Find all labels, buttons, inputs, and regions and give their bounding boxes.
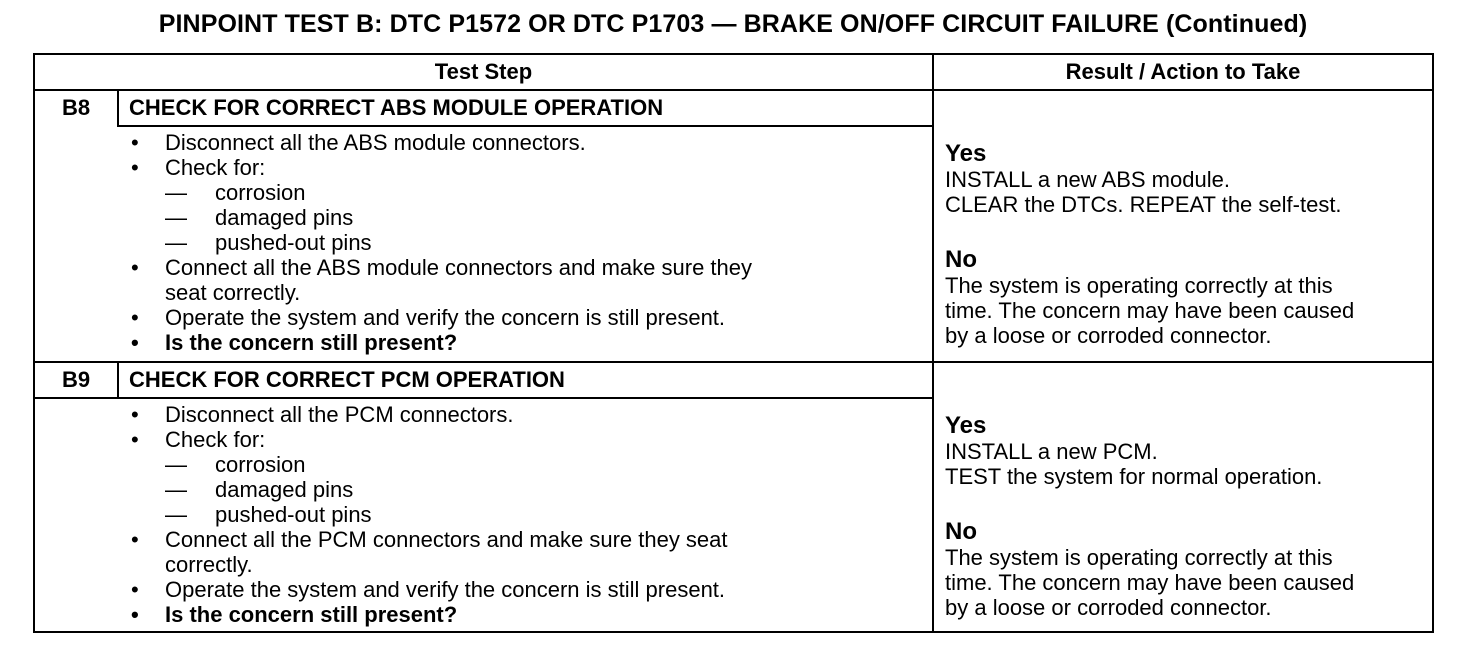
step-item: • Check for: bbox=[127, 427, 927, 452]
step-subitem-text: corrosion bbox=[215, 452, 306, 477]
step-question: • Is the concern still present? bbox=[127, 330, 927, 355]
result-b8 bbox=[945, 141, 1433, 348]
b9-title-divider bbox=[35, 397, 932, 399]
yes-action-line: INSTALL a new PCM. bbox=[945, 439, 1158, 464]
step-title-b8: CHECK FOR CORRECT ABS MODULE OPERATION bbox=[129, 95, 664, 120]
step-id-b8: B8 bbox=[61, 95, 91, 120]
no-label: No bbox=[945, 246, 977, 273]
step-item: • Connect all the PCM connectors and make sure they seat bbox=[127, 527, 927, 552]
pinpoint-test-table bbox=[33, 53, 1434, 633]
yes-action-line: INSTALL a new ABS module. bbox=[945, 167, 1230, 192]
step-question: • Is the concern still present? bbox=[127, 602, 927, 627]
step-subitem-text: damaged pins bbox=[215, 205, 354, 230]
b8-title-divider bbox=[117, 125, 932, 127]
step-subitem-text: pushed-out pins bbox=[215, 502, 372, 527]
page-title: PINPOINT TEST B: DTC P1572 OR DTC P1703 — BRAKE ON/OFF CIRCUIT FAILURE (Continued) bbox=[158, 10, 1308, 38]
step-title-b9: CHECK FOR CORRECT PCM OPERATION bbox=[129, 367, 565, 392]
step-subitem-text: pushed-out pins bbox=[215, 230, 372, 255]
yes-label: Yes bbox=[945, 140, 987, 167]
step-item: • Operate the system and verify the concern is still present. bbox=[127, 305, 927, 330]
step-item: • Disconnect all the PCM connectors. bbox=[127, 402, 927, 427]
column-divider bbox=[932, 55, 934, 631]
step-item-continued: correctly. bbox=[165, 552, 253, 577]
no-action-line: time. The concern may have been caused bbox=[945, 570, 1355, 595]
yes-action-line: TEST the system for normal operation. bbox=[945, 464, 1323, 489]
step-list-b8 bbox=[127, 130, 927, 355]
dash-marker: — bbox=[165, 502, 187, 527]
step-subitem-text: corrosion bbox=[215, 180, 306, 205]
step-subitem bbox=[127, 477, 927, 502]
dash-marker: — bbox=[165, 452, 187, 477]
yes-label: Yes bbox=[945, 412, 987, 439]
result-b9 bbox=[945, 413, 1433, 620]
step-subitem bbox=[127, 180, 927, 205]
no-action-line: time. The concern may have been caused bbox=[945, 298, 1355, 323]
step-subitem bbox=[127, 230, 927, 255]
dash-marker: — bbox=[165, 230, 187, 255]
step-item: • Check for: bbox=[127, 155, 927, 180]
no-label: No bbox=[945, 518, 977, 545]
step-subitem bbox=[127, 205, 927, 230]
dash-marker: — bbox=[165, 180, 187, 205]
step-subitem bbox=[127, 502, 927, 527]
no-action-line: The system is operating correctly at this bbox=[945, 545, 1333, 570]
no-action-line: by a loose or corroded connector. bbox=[945, 595, 1272, 620]
yes-action-line: CLEAR the DTCs. REPEAT the self-test. bbox=[945, 192, 1342, 217]
step-item-continued: seat correctly. bbox=[165, 280, 301, 305]
step-subitem bbox=[127, 452, 927, 477]
header-result-action: Result / Action to Take bbox=[1065, 59, 1301, 84]
step-item: • Disconnect all the ABS module connectors. bbox=[127, 130, 927, 155]
b8-id-divider bbox=[117, 91, 119, 125]
step-list-b9 bbox=[127, 402, 927, 627]
no-action-line: The system is operating correctly at this bbox=[945, 273, 1333, 298]
step-subitem-text: damaged pins bbox=[215, 477, 354, 502]
step-id-b9: B9 bbox=[61, 367, 91, 392]
dash-marker: — bbox=[165, 205, 187, 230]
b9-id-divider bbox=[117, 363, 119, 397]
step-item: • Connect all the ABS module connectors and make sure they bbox=[127, 255, 927, 280]
dash-marker: — bbox=[165, 477, 187, 502]
no-action-line: by a loose or corroded connector. bbox=[945, 323, 1272, 348]
step-item: • Operate the system and verify the concern is still present. bbox=[127, 577, 927, 602]
header-test-step: Test Step bbox=[434, 59, 533, 84]
